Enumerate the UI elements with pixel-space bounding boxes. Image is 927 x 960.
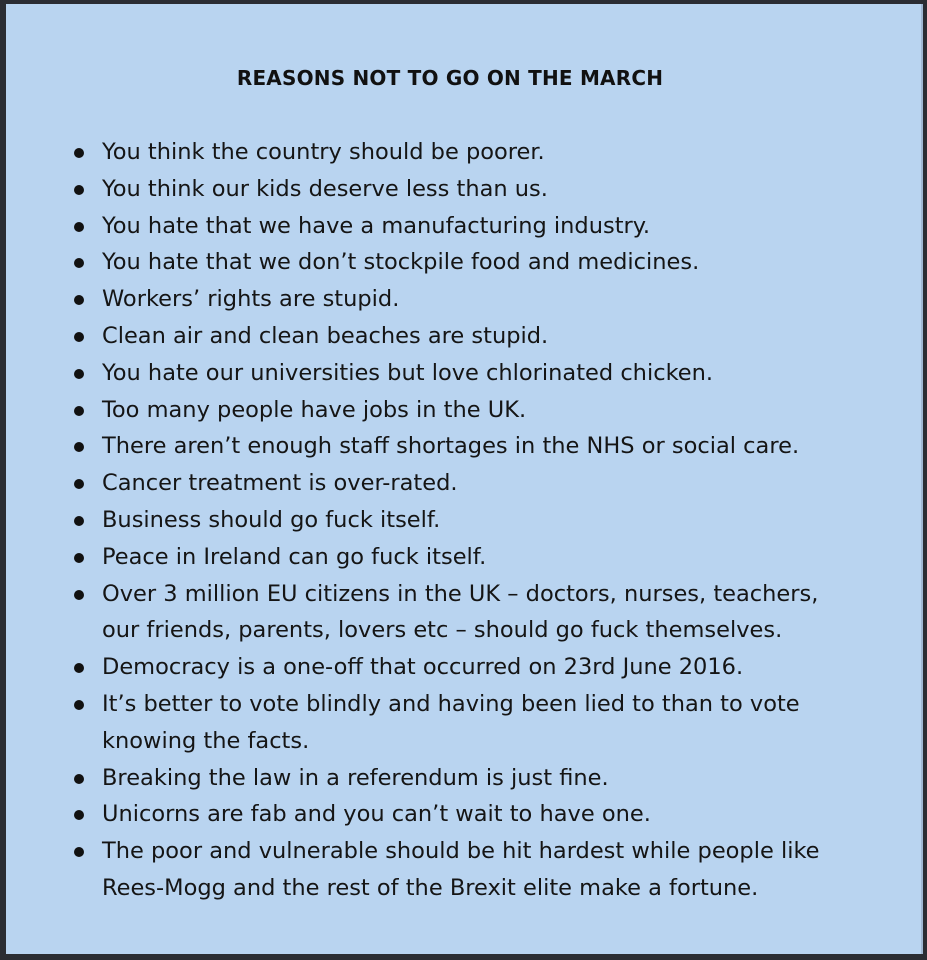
bullet-icon — [74, 553, 84, 563]
list-item — [68, 134, 868, 171]
list-item-text: There aren’t enough staff shortages in the NHS or social care. — [102, 433, 800, 460]
bullet-icon — [74, 663, 84, 673]
bullet-icon — [74, 295, 84, 305]
list-item — [68, 281, 868, 318]
list-item-text: You hate our universities but love chlorinated chicken. — [102, 359, 714, 386]
list-item — [68, 502, 868, 539]
bullet-icon — [74, 590, 84, 600]
bullet-icon — [74, 516, 84, 526]
bullet-icon — [74, 148, 84, 158]
bullet-icon — [74, 700, 84, 710]
bullet-icon — [74, 369, 84, 379]
bullet-icon — [74, 258, 84, 268]
list-item-text: You think our kids deserve less than us. — [102, 175, 548, 202]
list-item — [68, 465, 868, 502]
list-item-text: Democracy is a one-off that occurred on 23rd June 2016. — [102, 654, 744, 681]
bullet-icon — [74, 479, 84, 489]
bullet-icon — [74, 810, 84, 820]
bullet-icon — [74, 222, 84, 232]
list-item-text: Business should go fuck itself. — [102, 506, 441, 533]
document-title: REASONS NOT TO GO ON THE MARCH — [236, 66, 664, 90]
list-item — [68, 208, 868, 245]
list-item — [68, 171, 868, 208]
reasons-list — [68, 134, 868, 907]
list-item-text: Breaking the law in a referendum is just fine. — [102, 764, 609, 791]
list-item-text: Unicorns are fab and you can’t wait to have one. — [102, 801, 651, 828]
list-item — [68, 392, 868, 429]
list-item — [68, 649, 868, 686]
list-item-text: You hate that we have a manufacturing industry. — [102, 212, 651, 239]
list-item-text: Clean air and clean beaches are stupid. — [102, 322, 549, 349]
list-item — [68, 796, 868, 833]
list-item-text: The poor and vulnerable should be hit hardest while people like Rees-Mogg and the rest of the Brexit elite make a fortune. — [102, 838, 820, 901]
list-item — [68, 539, 868, 576]
document-card — [6, 4, 923, 954]
list-item-text: You think the country should be poorer. — [102, 139, 545, 165]
list-item — [68, 833, 868, 907]
list-item — [68, 760, 868, 797]
list-item-text: You hate that we don’t stockpile food and medicines. — [102, 249, 700, 276]
bullet-icon — [74, 774, 84, 784]
list-item — [68, 355, 868, 392]
list-item-text: Cancer treatment is over-rated. — [102, 470, 458, 497]
bullet-icon — [74, 847, 84, 857]
list-item — [68, 244, 868, 281]
bullet-icon — [74, 442, 84, 452]
list-item-text: Peace in Ireland can go fuck itself. — [102, 543, 487, 570]
bullet-icon — [74, 332, 84, 342]
bottom-border — [0, 954, 927, 960]
list-item-text: Workers’ rights are stupid. — [102, 286, 400, 313]
bullet-icon — [74, 406, 84, 416]
list-item-text: It’s better to vote blindly and having been lied to than to vote knowing the facts. — [102, 690, 800, 754]
list-item — [68, 428, 868, 465]
list-item — [68, 576, 868, 650]
list-item — [68, 318, 868, 355]
bullet-icon — [74, 185, 84, 195]
list-item — [68, 686, 868, 760]
list-item-text: Over 3 million EU citizens in the UK – doctors, nurses, teachers, our friends, parents, lovers etc – should go fuck themselves. — [102, 580, 819, 644]
list-item-text: Too many people have jobs in the UK. — [102, 396, 527, 423]
